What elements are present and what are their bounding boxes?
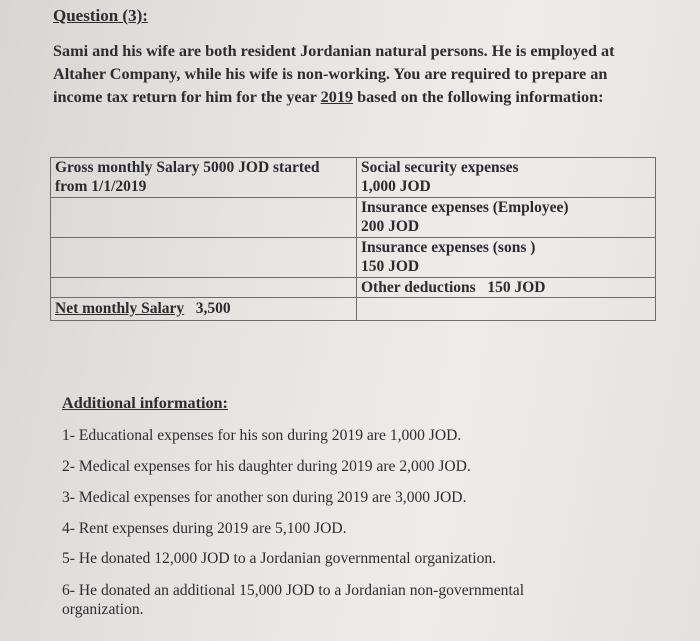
net-salary-amount: 3,500: [195, 300, 231, 317]
other-deductions-label: Other deductions: [361, 279, 476, 296]
other-deductions-cell: [357, 278, 656, 298]
additional-item-3: 3- Medical expenses for another son during 2019 are 3,000 JOD.: [62, 489, 467, 506]
salary-table: [50, 157, 656, 321]
table-row: [51, 198, 656, 238]
question-title: Question (3):: [53, 6, 148, 25]
insurance-employee-cell: [357, 198, 656, 238]
additional-item-6: 6- He donated an additional 15,000 JOD to a Jordanian non-governmental organization.: [62, 582, 525, 618]
empty-cell: [357, 298, 656, 321]
intro-text-start: Sami and his wife are both resident Jordanian natural persons. He is employed at Altaher Company, while his wife is non-working. You are required to prepare an income tax return for him for the year: [53, 42, 615, 106]
table-row: [51, 158, 656, 198]
other-deductions-amount: 150 JOD: [487, 279, 546, 296]
question-intro: [53, 40, 653, 109]
gross-salary-line1: Gross monthly Salary 5000 JOD started: [55, 159, 320, 176]
net-salary-cell: [51, 298, 357, 321]
social-security-label: Social security expenses: [361, 159, 519, 176]
empty-cell: [51, 198, 357, 238]
additional-info-title: Additional information:: [62, 394, 228, 412]
additional-item-2: 2- Medical expenses for his daughter during 2019 are 2,000 JOD.: [62, 458, 471, 475]
net-salary-label: Net monthly Salary: [55, 300, 185, 317]
insurance-employee-label: Insurance expenses (Employee): [361, 199, 569, 216]
table-row: [51, 238, 656, 278]
empty-cell: [51, 238, 357, 278]
social-security-cell: [357, 158, 656, 198]
gross-salary-line2: from 1/1/2019: [55, 178, 147, 195]
insurance-sons-cell: [357, 238, 656, 278]
additional-item-5: 5- He donated 12,000 JOD to a Jordanian governmental organization.: [62, 550, 497, 567]
additional-item-4: 4- Rent expenses during 2019 are 5,100 JOD.: [62, 520, 347, 537]
insurance-sons-amount: 150 JOD: [361, 258, 420, 275]
intro-year: 2019: [320, 88, 354, 106]
additional-item-1: 1- Educational expenses for his son during 2019 are 1,000 JOD.: [62, 427, 462, 444]
intro-text-end: based on the following information:: [353, 88, 604, 106]
table-row: [51, 298, 656, 321]
social-security-amount: 1,000 JOD: [361, 178, 431, 195]
insurance-sons-label: Insurance expenses (sons ): [361, 239, 536, 256]
empty-cell: [51, 278, 357, 298]
insurance-employee-amount: 200 JOD: [361, 218, 420, 235]
table-row: [51, 278, 656, 298]
gross-salary-cell: [51, 158, 357, 198]
